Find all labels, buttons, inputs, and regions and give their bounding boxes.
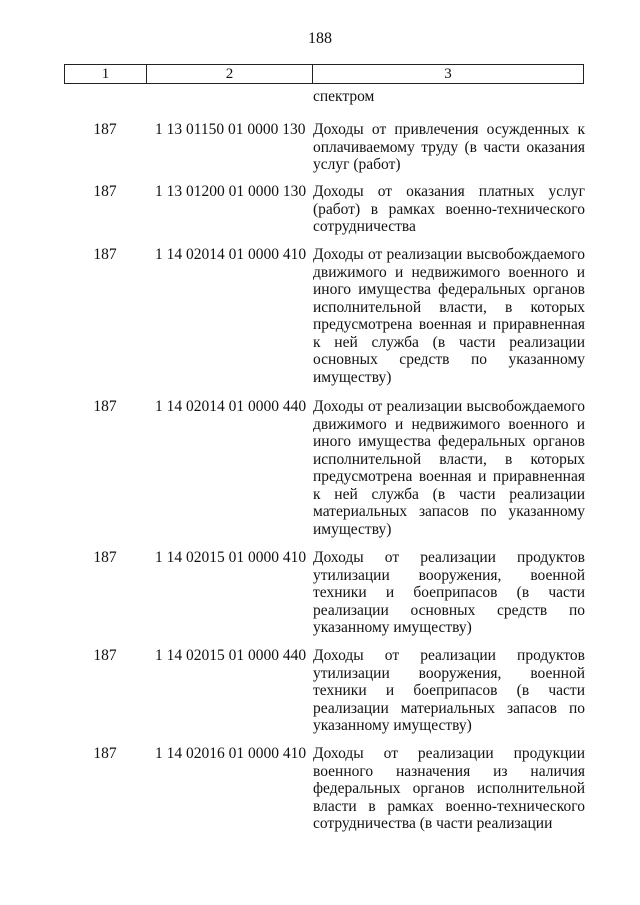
budget-code: 1 13 01200 01 0000 130 — [155, 183, 307, 200]
income-description: Доходы от реализации продукции военного назначения из наличия федеральных органов исполнительной власти в рамках военно-технического сотрудничества (в части реализации — [313, 745, 585, 832]
admin-code: 187 — [93, 121, 117, 138]
header-col-1: 1 — [65, 65, 147, 83]
header-col-3: 3 — [444, 66, 452, 82]
header-col-2: 2 — [147, 65, 313, 83]
admin-code: 187 — [93, 745, 117, 762]
income-description: Доходы от реализации продуктов утилизации вооружения, военной техники и боеприпасов (в части реализации основных средств по указанному имуществу) — [313, 549, 585, 636]
income-description: Доходы от оказания платных услуг (работ) в рамках военно-технического сотрудничества — [313, 183, 585, 235]
budget-code: 1 14 02015 01 0000 440 — [155, 647, 307, 664]
admin-code: 187 — [93, 398, 117, 415]
admin-code: 187 — [93, 549, 117, 566]
budget-code: 1 13 01150 01 0000 130 — [155, 121, 306, 138]
income-description: Доходы от реализации высвобождаемого движимого и недвижимого военного и иного имущества федеральных органов исполнительной власти, в которых предусмотрена военная и приравненная к ней служба (в части реализации основных средств по указанному имуществу) — [313, 246, 585, 386]
page-number: 188 — [308, 30, 332, 47]
admin-code: 187 — [93, 246, 117, 263]
table-header — [64, 64, 584, 84]
budget-code: 1 14 02014 01 0000 410 — [155, 246, 307, 263]
income-description: Доходы от реализации высвобождаемого движимого и недвижимого военного и иного имущества федеральных органов исполнительной власти, в которых предусмотрена военная и приравненная к ней служба (в части реализации материальных запасов по указанному имуществу) — [313, 398, 585, 538]
budget-code: 1 14 02015 01 0000 410 — [155, 549, 307, 566]
carryover-text: спектром — [313, 88, 375, 105]
admin-code: 187 — [93, 183, 117, 200]
budget-code: 1 14 02014 01 0000 440 — [155, 398, 307, 415]
admin-code: 187 — [93, 647, 117, 664]
income-description: Доходы от привлечения осужденных к оплачиваемому труду (в части оказания услуг (работ) — [313, 121, 585, 173]
budget-code: 1 14 02016 01 0000 410 — [155, 745, 307, 762]
income-description: Доходы от реализации продуктов утилизации вооружения, военной техники и боеприпасов (в части реализации материальных запасов по указанному имуществу) — [313, 647, 585, 734]
